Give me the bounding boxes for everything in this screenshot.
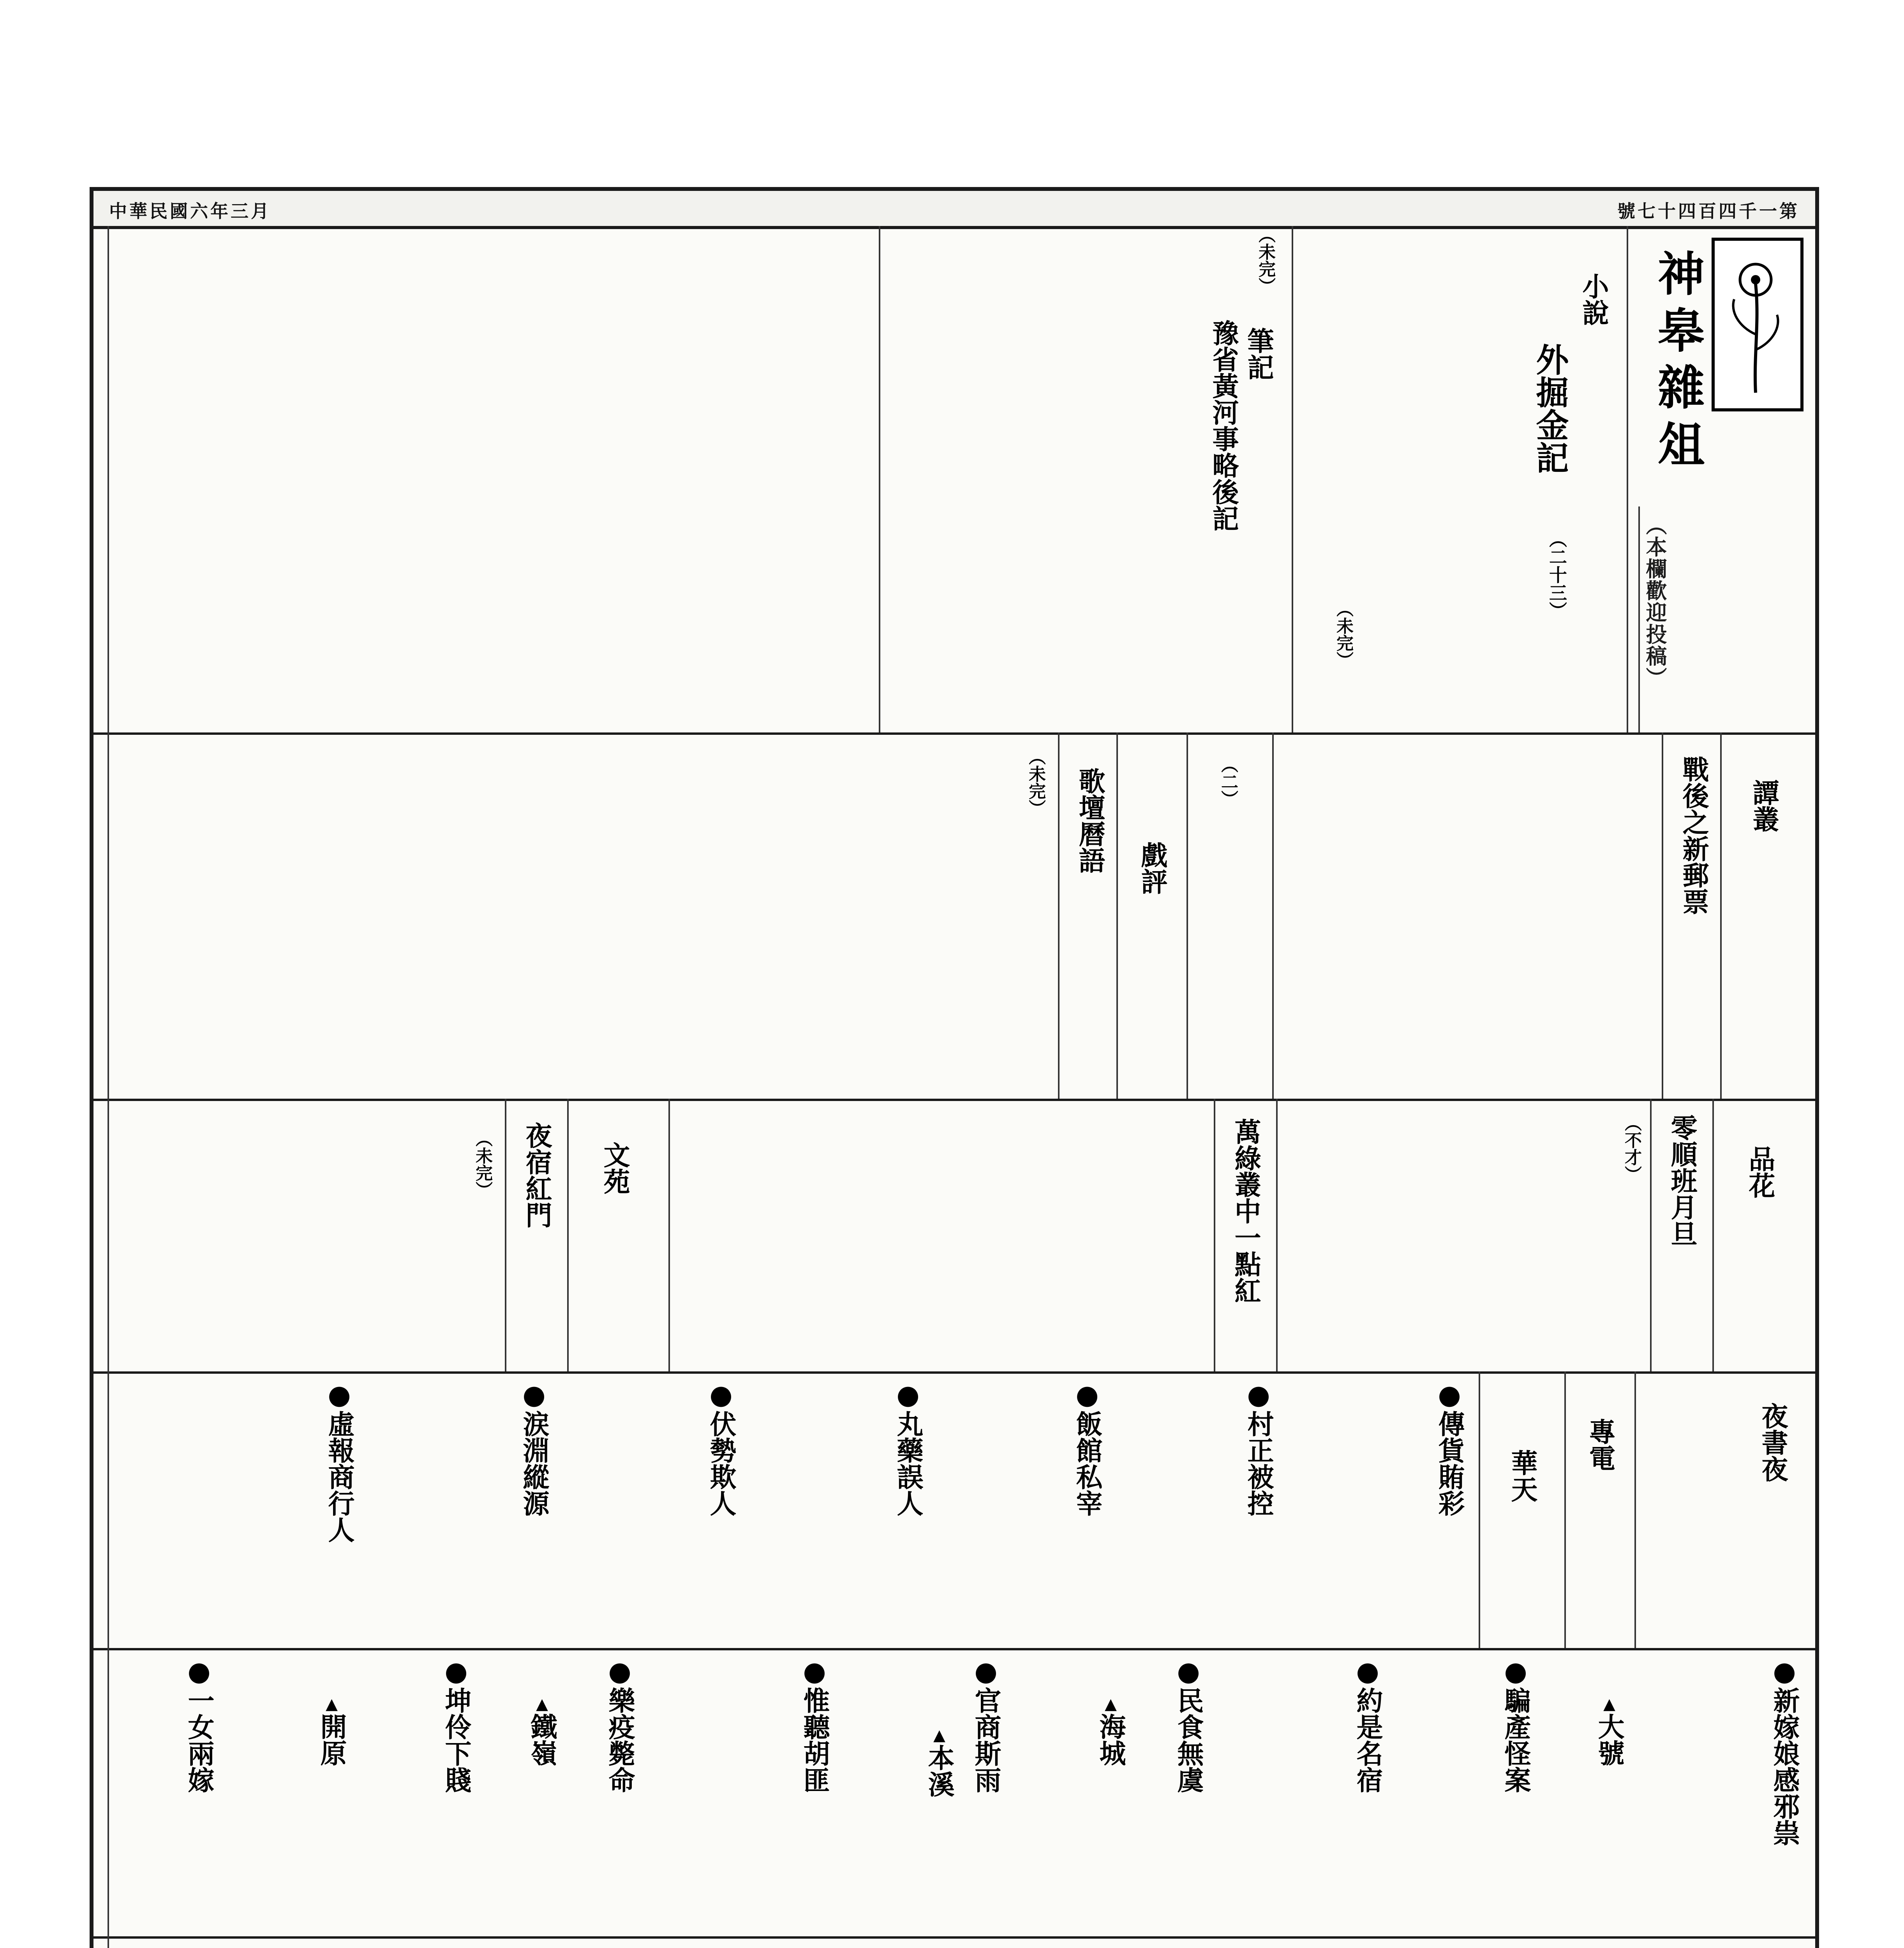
city-item-4: [975, 1944, 1013, 1948]
newspaper-page: [90, 187, 1819, 1948]
city-item-5: [718, 1944, 756, 1948]
novel-title: 外掘金記: [1531, 343, 1569, 474]
tancong-title-col: [1662, 732, 1722, 1099]
local-place-1: ▲ 大號: [1590, 1695, 1628, 1766]
tancong-end-col: [1186, 732, 1274, 1099]
local-place-4: ▲ 開原: [313, 1695, 351, 1766]
city-item-2: [1326, 1944, 1363, 1948]
local-news-items: [108, 1648, 1815, 1936]
pinhua-end: （不才）: [1622, 1114, 1641, 1183]
wanlv-title-col: [1214, 1099, 1278, 1371]
section-note: （本欄歡迎投稿）: [1643, 514, 1668, 689]
masthead: [93, 191, 1815, 229]
band-huatian: [93, 1371, 1815, 1650]
local-place-2: ▲ 本溪: [920, 1726, 958, 1797]
masthead-date: 中華民國六年三月: [109, 201, 271, 222]
pinhua-label: 品花: [1744, 1145, 1775, 1198]
section-title: 神皋雜俎: [1650, 249, 1705, 477]
huatian-item-5: ● 伏勢欺人: [702, 1379, 740, 1516]
drama-label-col: [1116, 732, 1188, 1099]
notes-column: [879, 226, 1293, 732]
city-item-7: [266, 1944, 304, 1948]
literature-title-col: [505, 1099, 569, 1371]
tancong-label-col: [1720, 732, 1815, 1099]
band-local-news: [93, 1648, 1815, 1939]
local-item-7: ● 樂疫斃命: [601, 1656, 639, 1793]
drama-title-col: [1058, 732, 1118, 1099]
flower-icon: [1722, 252, 1789, 397]
novel-end: （未完）: [1333, 600, 1353, 669]
drama-label: 戲評: [1137, 842, 1168, 895]
city-item-3: [1146, 1944, 1184, 1948]
huatian-item-2: ● 村正被控: [1240, 1379, 1278, 1516]
literature-title: 夜宿紅門: [521, 1122, 552, 1228]
huatian-heading: 夜書夜: [1757, 1403, 1788, 1482]
wanlv-body: [668, 1099, 1215, 1371]
huatian-item-6: ● 涙淵縱源: [515, 1379, 553, 1516]
city-item-6: [570, 1944, 608, 1948]
literature-body: [108, 1099, 506, 1371]
band1-body-left: [108, 226, 880, 732]
wanlv-title: 萬綠叢中一點紅: [1230, 1118, 1261, 1304]
huatian-item-7: ● 虛報商行人: [321, 1379, 358, 1543]
city-item-1: [1528, 1944, 1566, 1948]
band-city-news: [93, 1936, 1815, 1948]
literature-end: （未完）: [472, 1130, 492, 1198]
drama-body: [108, 732, 1060, 1099]
band-tancong: [93, 732, 1815, 1101]
huatian-head-col: [1634, 1371, 1815, 1648]
band-pinhua: [93, 1099, 1815, 1374]
local-item-3: ● 約是名宿: [1349, 1656, 1387, 1793]
huatian-item-1: ● 傳貨賄彩: [1431, 1379, 1469, 1516]
novel-label: 小說: [1578, 273, 1609, 326]
tancong-end: （二）: [1218, 756, 1238, 807]
local-item-4: ● 民食無虞: [1170, 1656, 1208, 1793]
section-logo: [1712, 238, 1804, 411]
magazine-note-col: [1638, 506, 1718, 732]
literature-label: 文苑: [599, 1142, 630, 1195]
huatian-sub-label: 華天: [1507, 1449, 1538, 1502]
novel-column: [1292, 226, 1628, 732]
masthead-issue: 號七十四百四千一第: [1617, 201, 1800, 222]
local-item-5: ● 官商斯雨: [967, 1656, 1005, 1793]
tancong-title: 戰後之新郵票: [1678, 756, 1709, 915]
tancong-label: 譚叢: [1748, 779, 1779, 832]
pinhua-label-col: [1712, 1099, 1815, 1371]
pinhua-title-col: [1650, 1099, 1714, 1371]
notes-label: 筆記: [1243, 327, 1274, 380]
local-place-5: ▲ 鐵嶺: [523, 1695, 561, 1766]
local-item-1: ● 新嫁娘感邪祟: [1766, 1656, 1804, 1846]
drama-end: （未完）: [1026, 748, 1045, 817]
local-item-2: ● 騙產怪案: [1497, 1656, 1535, 1793]
local-item-9: ● 一女兩嫁: [180, 1656, 218, 1793]
notes-title: 豫省黃河事略後記: [1208, 319, 1239, 531]
huatian-items: [108, 1371, 1480, 1648]
article-grid: [93, 226, 1815, 1948]
band-magazine: [93, 226, 1815, 735]
local-place-3: ▲ 海城: [1092, 1695, 1130, 1766]
novel-number: （二十三）: [1546, 530, 1567, 619]
huatian-label-col: [1564, 1371, 1636, 1648]
city-news-items: [108, 1936, 1815, 1948]
huatian-item-4: ● 丸藥誤人: [889, 1379, 927, 1516]
literature-label-col: [567, 1099, 670, 1371]
local-item-6: ● 惟聽胡匪: [796, 1656, 834, 1793]
notes-end: （未完）: [1255, 226, 1275, 295]
huatian-sub-col: [1479, 1371, 1566, 1648]
local-item-8: ● 坤伶下賤: [437, 1656, 475, 1793]
tancong-body: [1272, 732, 1663, 1099]
pinhua-title: 零順班月旦: [1666, 1114, 1698, 1247]
huatian-label: 專電: [1585, 1418, 1616, 1471]
huatian-item-3: ● 飯館私宰: [1068, 1379, 1106, 1516]
pinhua-body: [1276, 1099, 1652, 1371]
drama-title: 歌壇曆語: [1074, 768, 1105, 873]
